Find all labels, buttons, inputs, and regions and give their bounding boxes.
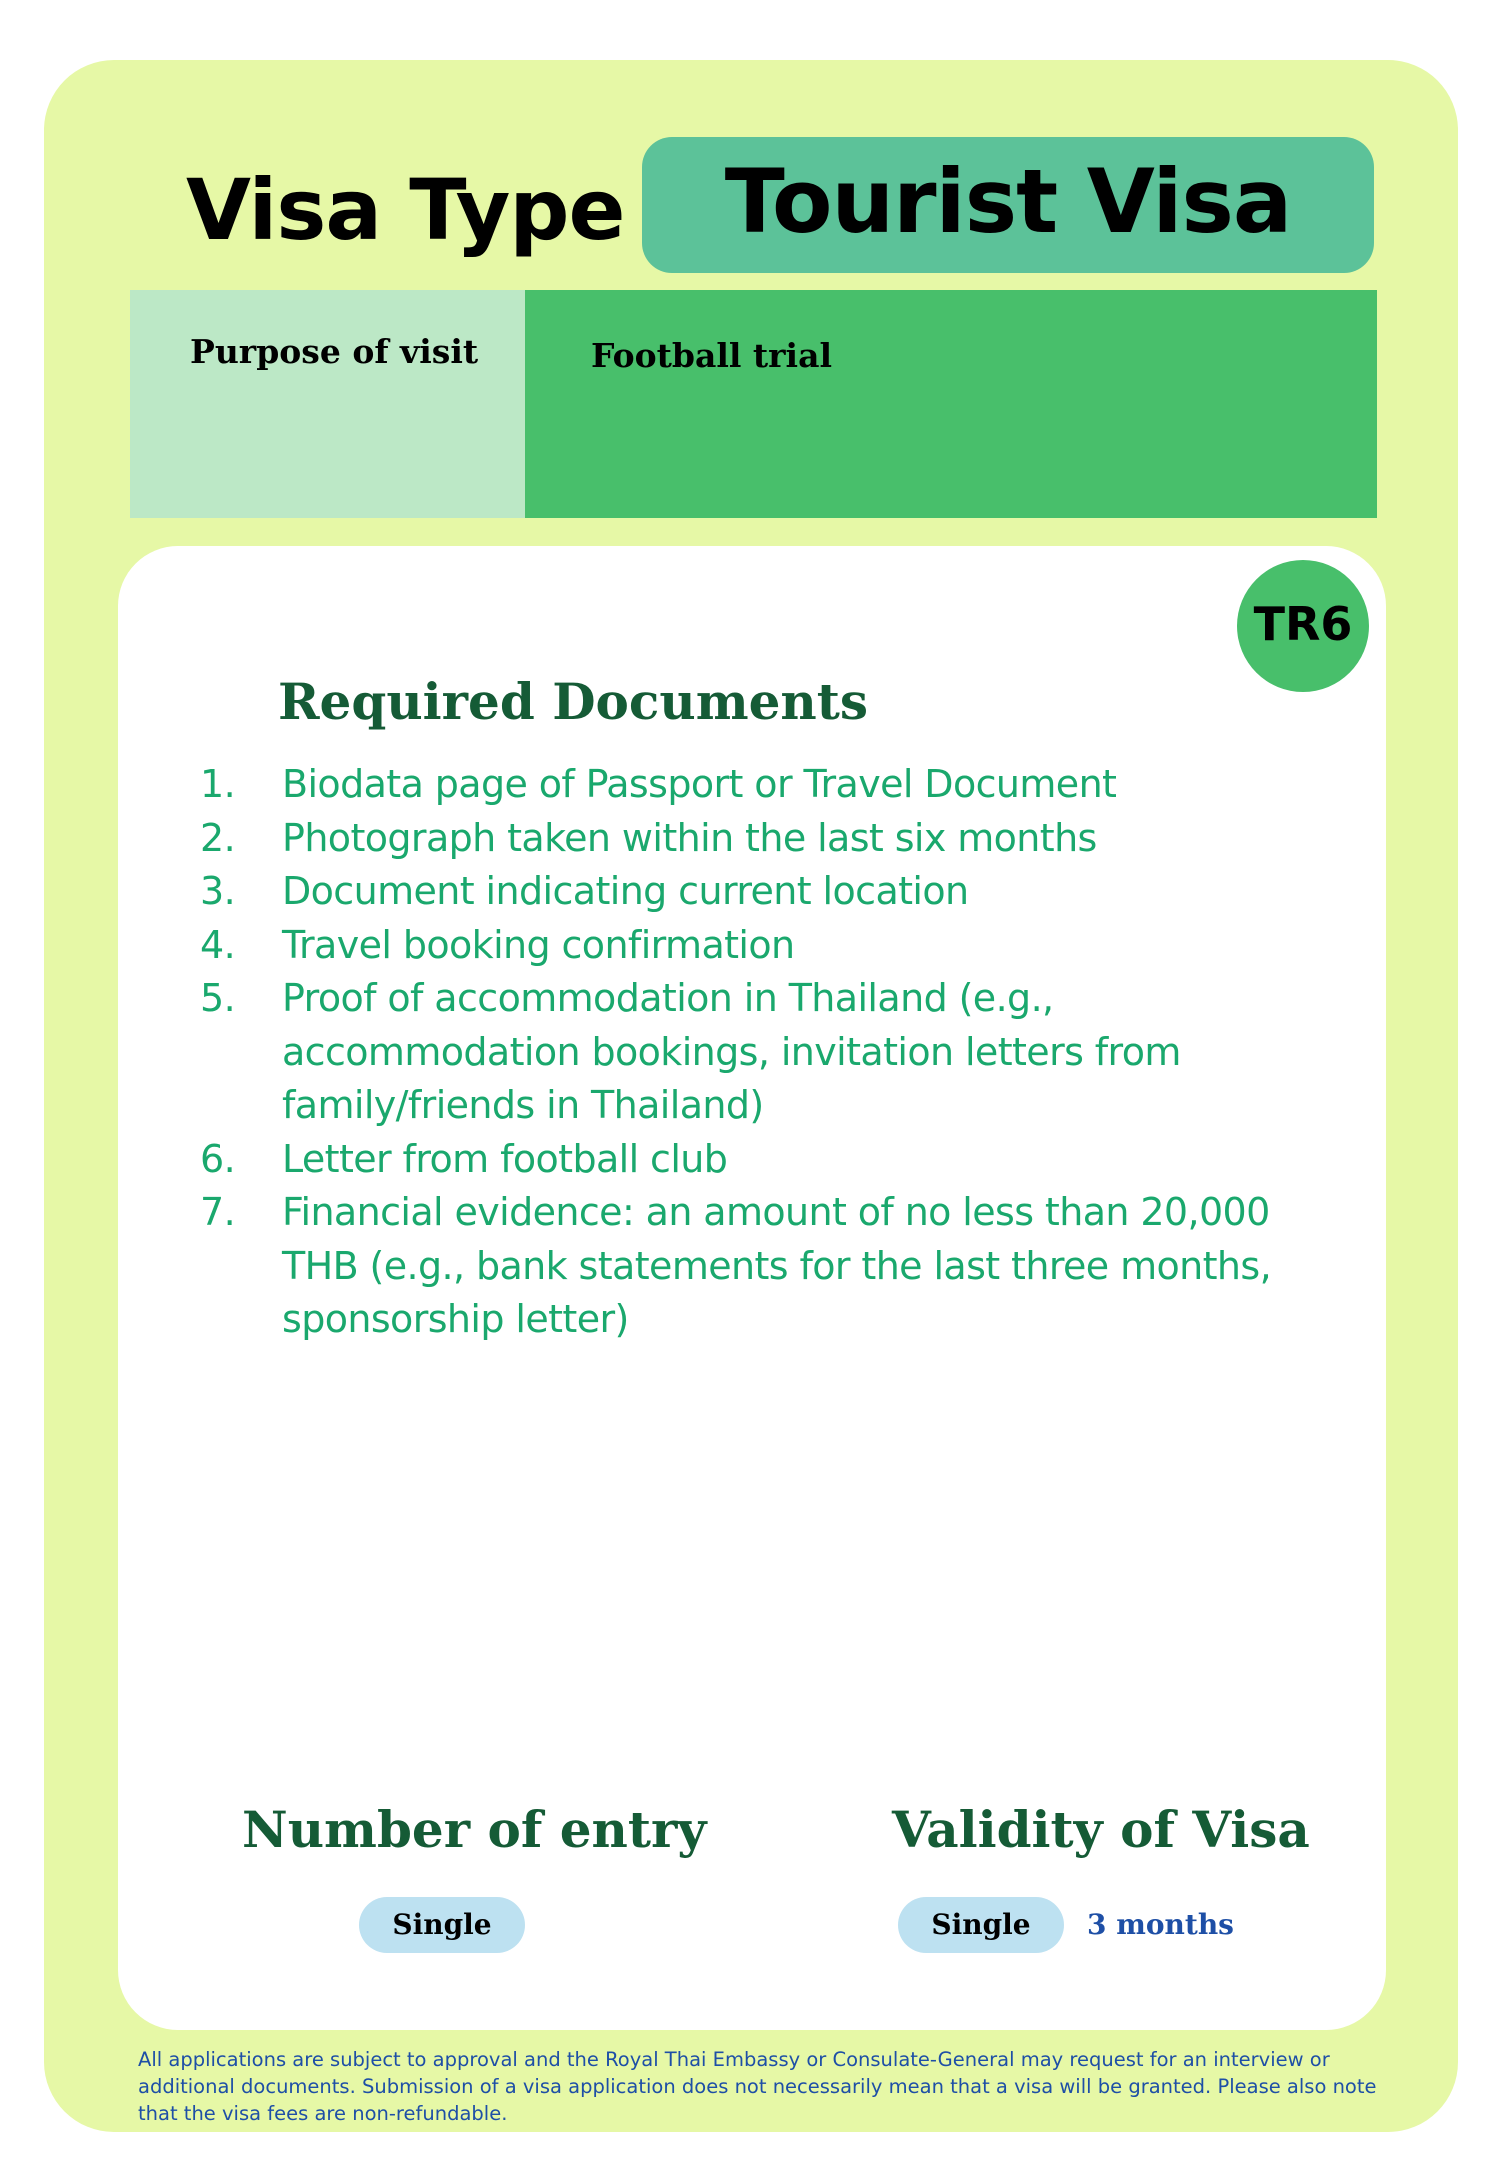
number-of-entry-title: Number of entry bbox=[242, 1800, 707, 1859]
document-text: Biodata page of Passport or Travel Document bbox=[282, 762, 1117, 806]
purpose-label-text: Purpose of visit bbox=[190, 332, 479, 371]
purpose-value-text: Football trial bbox=[591, 336, 832, 375]
document-number: 7. bbox=[200, 1190, 236, 1234]
visa-type-value: Tourist Visa bbox=[642, 137, 1374, 273]
purpose-value bbox=[525, 290, 1377, 518]
document-number: 5. bbox=[200, 976, 236, 1020]
document-item bbox=[200, 919, 1340, 973]
visa-code-badge: TR6 bbox=[1237, 560, 1369, 692]
validity-of-visa-title: Validity of Visa bbox=[892, 1800, 1310, 1859]
document-number: 2. bbox=[200, 815, 236, 860]
required-documents-list bbox=[200, 758, 1340, 1347]
document-number: 6. bbox=[200, 1136, 236, 1181]
document-text: Letter from football club bbox=[282, 1136, 728, 1181]
document-number: 3. bbox=[200, 869, 236, 913]
document-item bbox=[200, 1186, 1340, 1347]
disclaimer-text: All applications are subject to approval and the Royal Thai Embassy or Consulate-General may request for an interview or additional documents. Submission of a visa application does not necessarily mean that a visa will be granted. Please also note that the visa fees are non-refundable. bbox=[138, 2048, 1377, 2125]
document-item bbox=[200, 758, 1340, 812]
document-text: Photograph taken within the last six months bbox=[282, 815, 1097, 860]
required-documents-title: Required Documents bbox=[278, 672, 869, 731]
document-text: Proof of accommodation in Thailand (e.g., accommodation bookings, invitation letters from family/friends in Thailand) bbox=[282, 976, 1181, 1127]
document-item bbox=[200, 865, 1340, 919]
validity-entry-pill: Single bbox=[898, 1897, 1064, 1953]
document-number: 4. bbox=[200, 922, 236, 967]
document-item bbox=[200, 1133, 1340, 1187]
entry-value-pill: Single bbox=[359, 1897, 525, 1953]
document-text: Travel booking confirmation bbox=[282, 922, 795, 967]
visa-type-label: Visa Type bbox=[186, 161, 625, 259]
document-text: Document indicating current location bbox=[282, 869, 969, 913]
purpose-label bbox=[130, 290, 525, 518]
document-item bbox=[200, 812, 1340, 866]
document-number: 1. bbox=[200, 762, 236, 806]
document-item bbox=[200, 972, 1340, 1133]
document-text: Financial evidence: an amount of no less than 20,000 THB (e.g., bank statements for the last three months, sponsorship letter) bbox=[282, 1190, 1272, 1341]
validity-duration: 3 months bbox=[1087, 1908, 1234, 1941]
